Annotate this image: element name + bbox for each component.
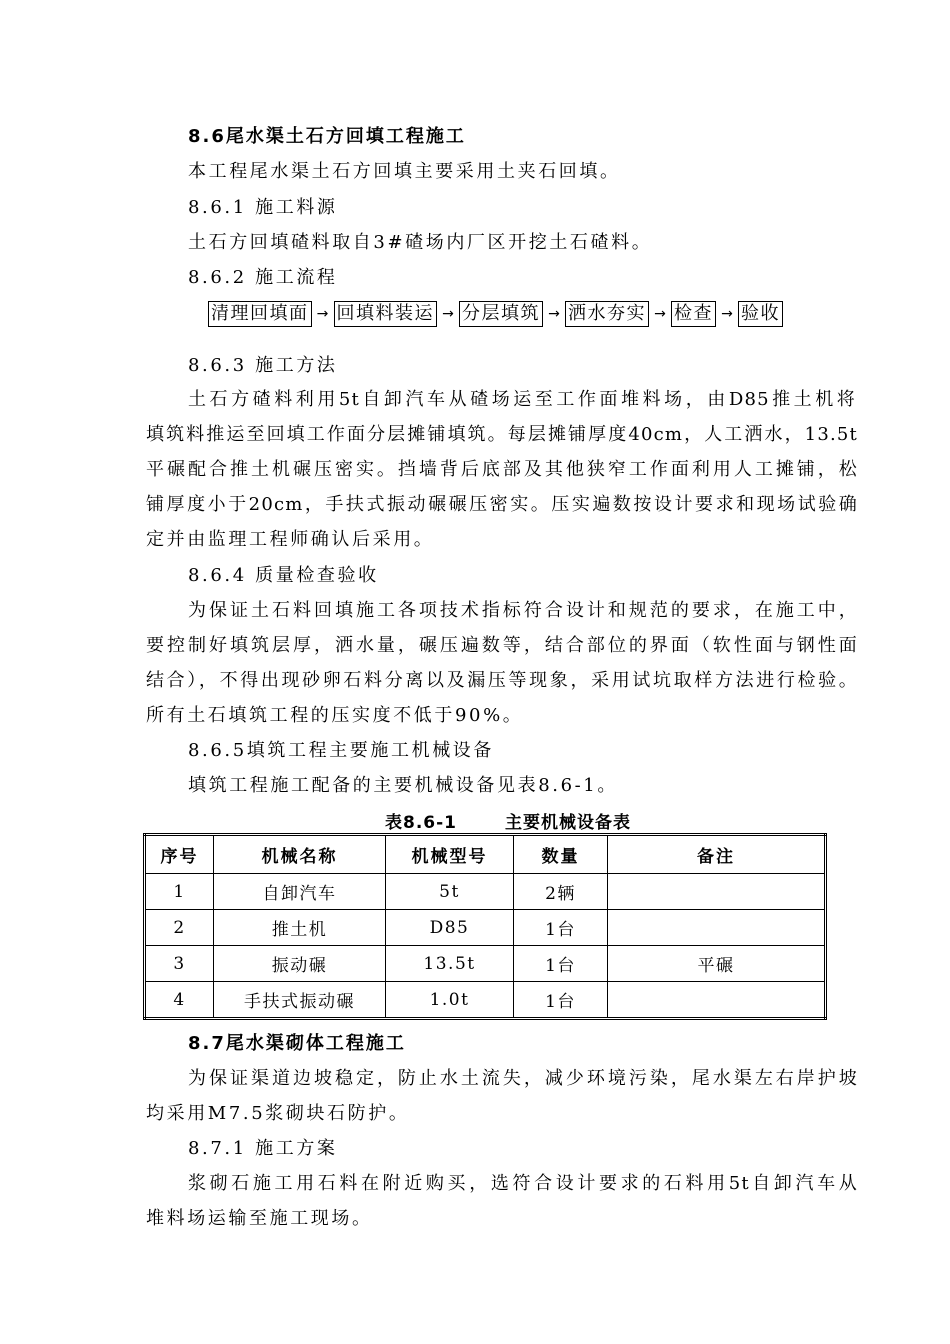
column-header: 机械型号 [386, 835, 514, 874]
heading-8-7: 8.7尾水渠砌体工程施工 [188, 1033, 406, 1054]
table-cell: 3 [145, 946, 214, 982]
flow-step: 洒水夯实 [565, 301, 649, 327]
paragraph-line: 浆砌石施工用石料在附近购买，选符合设计要求的石料用5t自卸汽车从 [188, 1173, 858, 1194]
heading-8-6-4: 8.6.4 质量检查验收 [188, 565, 379, 586]
construction-flow [208, 300, 783, 328]
heading-8-6-5: 8.6.5填筑工程主要施工机械设备 [188, 740, 494, 761]
heading-8-6-2: 8.6.2 施工流程 [188, 267, 338, 288]
table-cell: 推土机 [214, 910, 386, 946]
paragraph-8-6-intro: 本工程尾水渠土石方回填主要采用土夹石回填。 [188, 161, 621, 182]
heading-8-6: 8.6尾水渠土石方回填工程施工 [188, 126, 466, 147]
table-cell: 1 [145, 874, 214, 910]
table-cell: 振动碾 [214, 946, 386, 982]
table-cell: 自卸汽车 [214, 874, 386, 910]
table-title: 主要机械设备表 [505, 813, 631, 833]
flow-step: 检查 [671, 301, 716, 327]
table-caption [385, 808, 631, 833]
table-cell: 13.5t [386, 946, 514, 982]
table-cell: 平碾 [608, 946, 826, 982]
column-header: 机械名称 [214, 835, 386, 874]
table-cell [608, 874, 826, 910]
paragraph-line: 铺厚度小于20cm，手扶式振动碾碾压密实。压实遍数按设计要求和现场试验确 [146, 494, 858, 515]
paragraph-line: 堆料场运输至施工现场。 [146, 1208, 373, 1229]
table-cell: 手扶式振动碾 [214, 982, 386, 1019]
paragraph-line: 为保证土石料回填施工各项技术指标符合设计和规范的要求，在施工中， [188, 600, 858, 621]
table-cell [608, 982, 826, 1019]
table-row [145, 982, 826, 1019]
paragraph-line: 定并由监理工程师确认后采用。 [146, 529, 435, 550]
flow-step: 分层填筑 [459, 301, 543, 327]
table-cell: D85 [386, 910, 514, 946]
table-number: 表8.6-1 [385, 813, 457, 833]
table-cell: 2辆 [514, 874, 608, 910]
flow-step: 验收 [738, 301, 783, 327]
paragraph-line: 土石方碴料利用5t自卸汽车从碴场运至工作面堆料场，由D85推土机将 [188, 389, 856, 410]
heading-8-7-1: 8.7.1 施工方案 [188, 1138, 338, 1159]
column-header: 数量 [514, 835, 608, 874]
table-row [145, 874, 826, 910]
column-header: 序号 [145, 835, 214, 874]
table-cell: 2 [145, 910, 214, 946]
table-cell [608, 910, 826, 946]
table-cell: 4 [145, 982, 214, 1019]
column-header: 备注 [608, 835, 826, 874]
paragraph-line: 填筑料推运至回填工作面分层摊铺填筑。每层摊铺厚度40cm，人工洒水，13.5t [146, 424, 858, 445]
arrow-right-icon: → [721, 306, 733, 322]
table-cell: 1台 [514, 910, 608, 946]
arrow-right-icon: → [548, 306, 560, 322]
paragraph-line: 要控制好填筑层厚，洒水量，碾压遍数等，结合部位的界面（软性面与钢性面 [146, 635, 858, 656]
heading-8-6-1: 8.6.1 施工料源 [188, 197, 338, 218]
arrow-right-icon: → [316, 306, 329, 322]
arrow-right-icon: → [442, 306, 454, 322]
table-cell: 1.0t [386, 982, 514, 1019]
paragraph-line: 为保证渠道边坡稳定，防止水土流失，减少环境污染，尾水渠左右岸护坡 [188, 1068, 858, 1089]
paragraph-8-6-5: 填筑工程施工配备的主要机械设备见表8.6-1。 [188, 775, 618, 796]
paragraph-line: 所有土石填筑工程的压实度不低于90%。 [146, 705, 524, 726]
table-header-row [145, 835, 826, 874]
paragraph-8-6-1: 土石方回填碴料取自3#碴场内厂区开挖土石碴料。 [188, 232, 653, 253]
paragraph-line: 平碾配合推土机碾压密实。挡墙背后底部及其他狭窄工作面利用人工摊铺，松 [146, 459, 858, 480]
arrow-right-icon: → [654, 306, 666, 322]
paragraph-line: 均采用M7.5浆砌块石防护。 [146, 1103, 410, 1124]
table-row [145, 946, 826, 982]
table-cell: 1台 [514, 982, 608, 1019]
paragraph-line: 结合），不得出现砂卵石料分离以及漏压等现象，采用试坑取样方法进行检验。 [146, 670, 858, 691]
table-cell: 1台 [514, 946, 608, 982]
table-row [145, 910, 826, 946]
equipment-table [143, 833, 827, 1020]
flow-step: 回填料装运 [334, 301, 438, 327]
table-cell: 5t [386, 874, 514, 910]
heading-8-6-3: 8.6.3 施工方法 [188, 355, 338, 376]
flow-step: 清理回填面 [208, 301, 312, 327]
